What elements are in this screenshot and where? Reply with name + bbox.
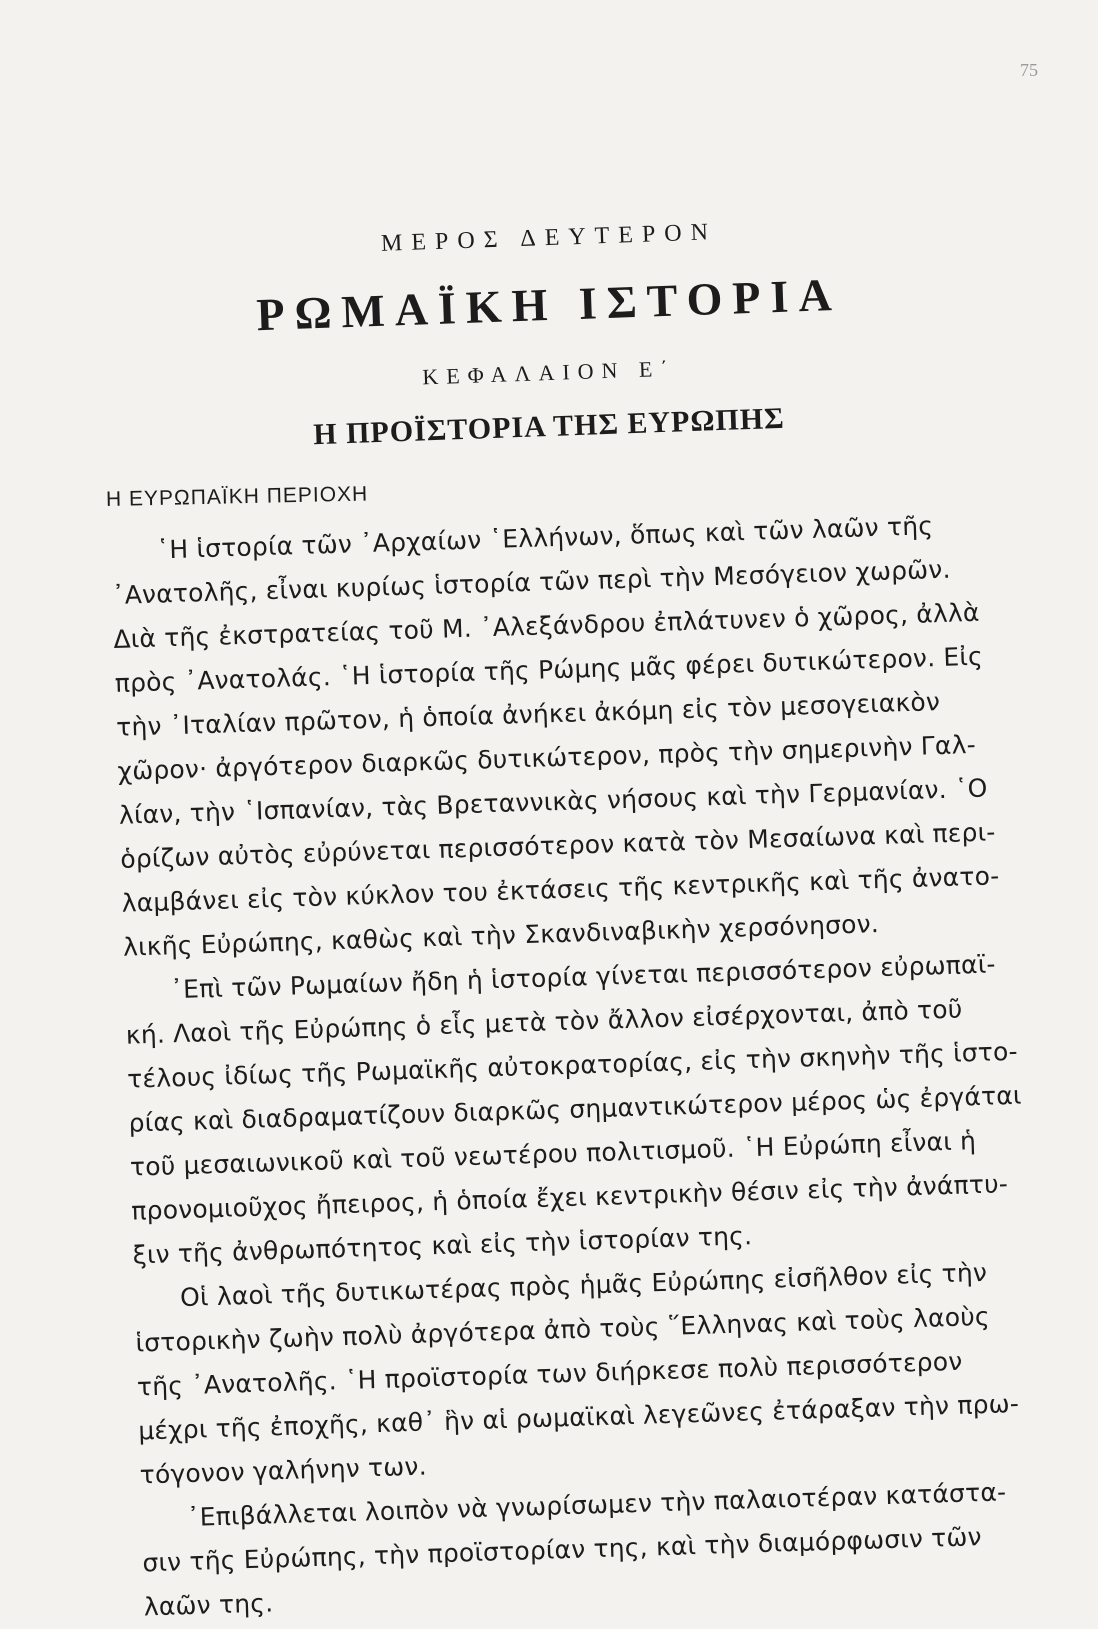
chapter-label: ΚΕΦΑΛΑΙΟΝ Ε΄	[421, 355, 677, 390]
text-line: Οἱ λαοὶ τῆς δυτικωτέρας πρὸς ἡμᾶς Εὐρώπης εἰσῆλθον εἰς τὴν	[179, 1257, 988, 1313]
text-line: χῶρον· ἀργότερον διαρκῶς δυτικώτερον, πρὸς τὴν σημερινὴν Γαλ-	[117, 729, 977, 786]
text-line: λαῶν της.	[143, 1588, 274, 1622]
text-line: τέλους ἰδίως τῆς Ρωμαϊκῆς αὐτοκρατορίας, εἰς τὴν σκηνὴν τῆς ἱστο-	[126, 1036, 1019, 1094]
part-heading: ΜΕΡΟΣ ΔΕΥΤΕΡΟΝ	[380, 219, 718, 257]
text-line: προνομιοῦχος ἤπειρος, ἡ ὁποία ἔχει κεντρικὴν θέσιν εἰς τὴν ἀνάπτυ-	[130, 1169, 1009, 1226]
text-line: τῆς ᾿Ανατολῆς. ῾Η προϊστορία των διήρκεσε πολὺ περισσότερον	[136, 1346, 963, 1402]
text-line: τοῦ μεσαιωνικοῦ καὶ τοῦ νεωτέρου πολιτισμοῦ. ῾Η Εὐρώπη εἶναι ἡ	[129, 1126, 977, 1182]
body-text	[110, 503, 1023, 1629]
text-line: σιν τῆς Εὐρώπης, τὴν προϊστορίαν της, καὶ τὴν διαμόρφωσιν τῶν	[142, 1522, 983, 1578]
text-line: λαμβάνει εἰς τὸν κύκλον του ἐκτάσεις τῆς κεντρικῆς καὶ τῆς ἀνατο-	[121, 861, 1000, 918]
text-line: λίαν, τὴν ῾Ισπανίαν, τὰς Βρεταννικὰς νήσους καὶ τὴν Γερμανίαν. ῾Ο	[118, 773, 988, 830]
text-line: μέχρι τῆς ἐποχῆς, καθ᾿ ἣν αἱ ρωμαϊκαὶ λεγεῶνες ἐτάραξαν τὴν πρω-	[137, 1388, 1020, 1446]
text-line: λικῆς Εὐρώπης, καθὼς καὶ τὴν Σκανδιναβικὴν χερσόνησον.	[122, 909, 880, 962]
section-heading: Η ΕΥΡΩΠΑΪΚΗ ΠΕΡΙΟΧΗ	[105, 482, 369, 511]
text-line: τὴν ᾿Ιταλίαν πρῶτον, ἡ ὁποία ἀνήκει ἀκόμη εἰς τὸν μεσογειακὸν	[115, 687, 941, 742]
text-line: ἱστορικὴν ζωὴν πολὺ ἀργότερα ἀπὸ τοὺς ῞Ελληνας καὶ τοὺς λαοὺς	[135, 1301, 991, 1358]
text-line: κή. Λαοὶ τῆς Εὐρώπης ὁ εἷς μετὰ τὸν ἄλλον εἰσέρχονται, ἀπὸ τοῦ	[125, 994, 963, 1050]
text-line: ᾿Επὶ τῶν Ρωμαίων ἤδη ἡ ἱστορία γίνεται περισσότερον εὐρωπαϊ-	[170, 949, 996, 1005]
text-line: ᾿Ανατολῆς, εἶναι κυρίως ἱστορία τῶν περὶ τὴν Μεσόγειον χωρῶν.	[111, 554, 952, 610]
chapter-title: Η ΠΡΟΪΣΤΟΡΙΑ ΤΗΣ ΕΥΡΩΠΗΣ	[312, 401, 786, 452]
text-line: Διὰ τῆς ἐκστρατείας τοῦ Μ. ᾿Αλεξάνδρου ἐπλάτυνεν ὁ χῶρος, ἀλλὰ	[112, 597, 981, 654]
text-line: ὁρίζων αὐτὸς εὐρύνεται περισσότερον κατὰ τὸν Μεσαίωνα καὶ περι-	[119, 817, 996, 874]
page-number: 75	[1020, 60, 1038, 80]
text-line: ρίας καὶ διαδραματίζουν διαρκῶς σημαντικώτερον μέρος ὡς ἐργάται	[128, 1080, 1023, 1138]
text-line: ᾿Επιβάλλεται λοιπὸν νὰ γνωρίσωμεν τὴν παλαιοτέραν κατάστα-	[186, 1477, 1007, 1533]
text-line: τόγονον γαλήνην των.	[139, 1451, 428, 1490]
text-line: πρὸς ᾿Ανατολάς. ῾Η ἱστορία τῆς Ρώμης μᾶς φέρει δυτικώτερον. Εἰς	[114, 641, 984, 698]
book-title: ΡΩΜΑΪΚΗ ΙΣΤΟΡΙΑ	[255, 268, 843, 341]
text-line: ῾Η ἱστορία τῶν ᾿Αρχαίων ῾Ελλήνων, ὅπως καὶ τῶν λαῶν τῆς	[156, 511, 934, 565]
text-line: ξιν τῆς ἀνθρωπότητος καὶ εἰς τὴν ἱστορίαν της.	[132, 1221, 753, 1270]
